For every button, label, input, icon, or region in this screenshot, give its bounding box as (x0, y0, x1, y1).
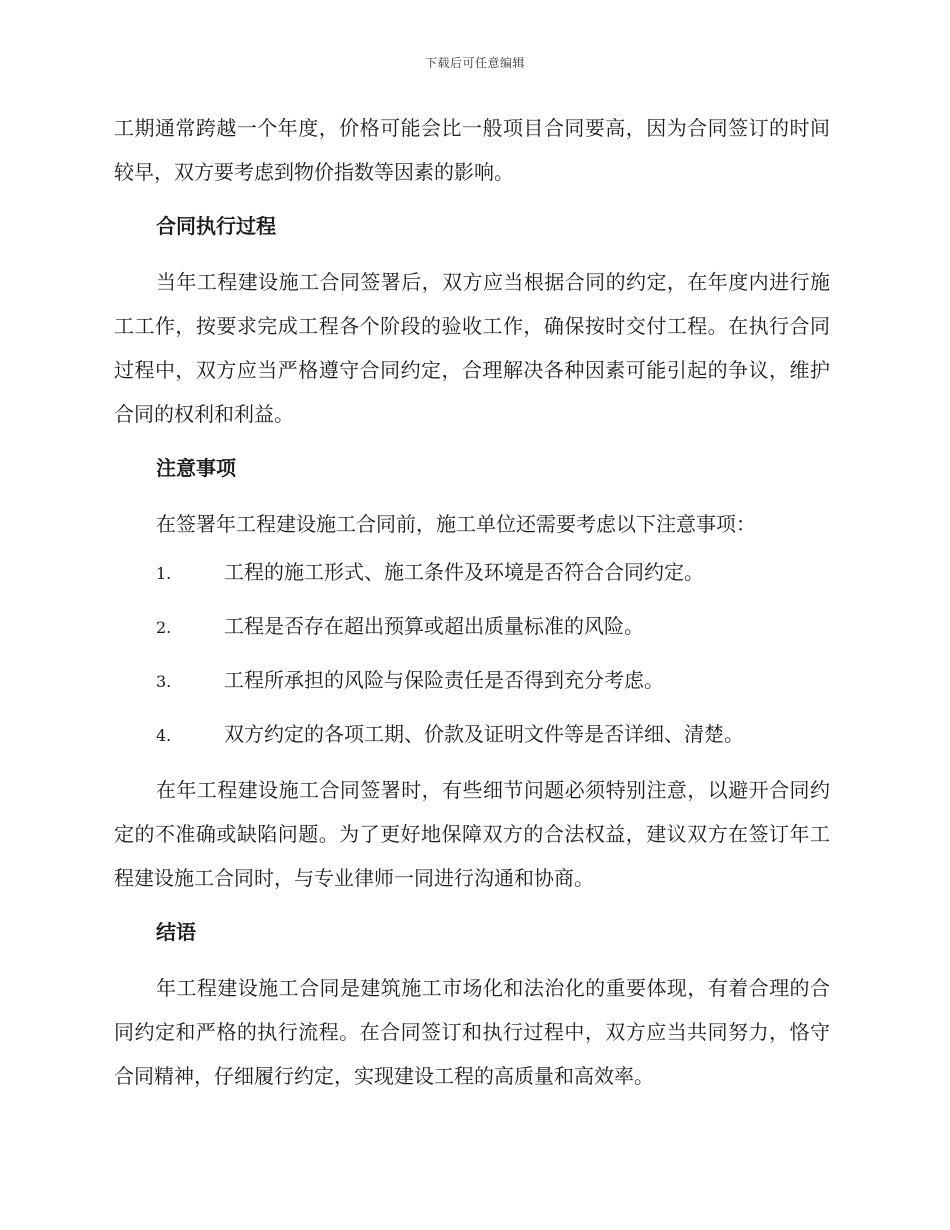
section-heading-notes: 注意事项 (156, 456, 236, 480)
document-body (114, 106, 830, 1098)
list-item-number: 1. (156, 564, 172, 583)
list-item-number: 4. (156, 726, 172, 745)
section-heading-execution: 合同执行过程 (156, 214, 276, 238)
execution-paragraph: 当年工程建设施工合同签署后，双方应当根据合同的约定，在年度内进行施工工作，按要求完成工程各个阶段的验收工作，确保按时交付工程。在执行合同过程中，双方应当严格遵守合同约定，合理解决各种因素可能引起的争议，维护合同的权利和利益。 (114, 270, 830, 426)
intro-tail-paragraph: 工期通常跨越一个年度，价格可能会比一般项目合同要高，因为合同签订的时间较早，双方要考虑到物价指数等因素的影响。 (114, 116, 830, 184)
list-item (114, 546, 830, 600)
page-header: 下载后可任意编辑 (424, 56, 525, 70)
notes-after-paragraph: 在年工程建设施工合同签署时，有些细节问题必须特别注意，以避开合同约定的不准确或缺陷问题。为了更好地保障双方的合法权益，建议双方在签订年工程建设施工合同时，与专业律师一同进行沟通和协商。 (114, 778, 830, 890)
list-item-number: 3. (156, 672, 172, 691)
list-item-text: 工程所承担的风险与保险责任是否得到充分考虑。 (224, 668, 664, 692)
list-item-text: 工程的施工形式、施工条件及环境是否符合合同约定。 (224, 560, 704, 584)
notes-list (114, 546, 830, 762)
notes-lead-paragraph: 在签署年工程建设施工合同前，施工单位还需要考虑以下注意事项： (156, 512, 756, 536)
conclusion-paragraph: 年工程建设施工合同是建筑施工市场化和法治化的重要体现，有着合理的合同约定和严格的执行流程。在合同签订和执行过程中，双方应当共同努力，恪守合同精神，仔细履行约定，实现建设工程的高质量和高效率。 (114, 976, 830, 1088)
list-item-text: 工程是否存在超出预算或超出质量标准的风险。 (224, 614, 644, 638)
list-item (114, 708, 830, 762)
list-item (114, 654, 830, 708)
list-item (114, 600, 830, 654)
list-item-text: 双方约定的各项工期、价款及证明文件等是否详细、清楚。 (224, 722, 744, 746)
list-item-number: 2. (156, 618, 172, 637)
section-heading-conclusion: 结语 (156, 920, 196, 944)
